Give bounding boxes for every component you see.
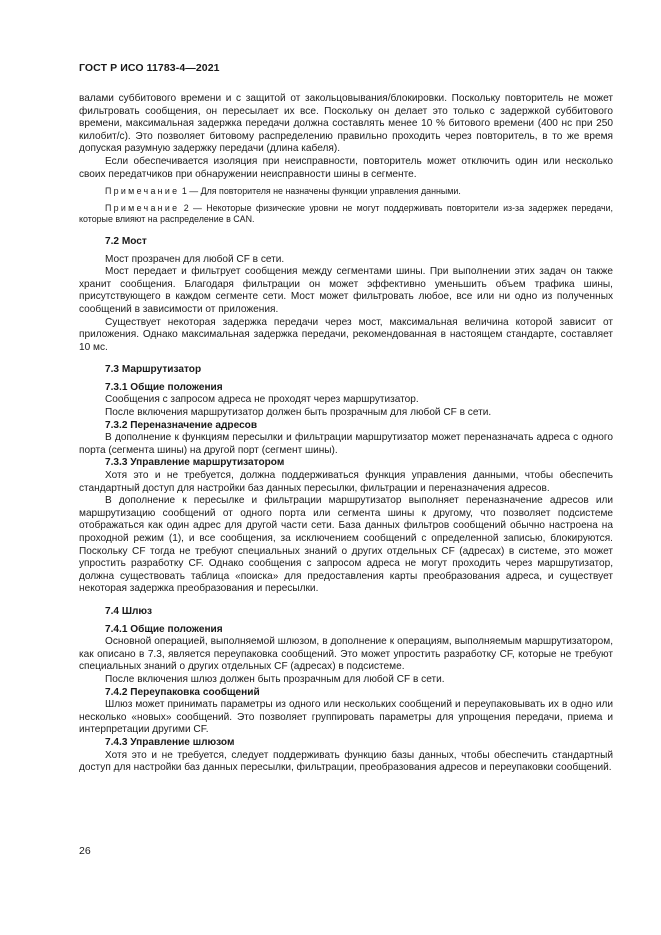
paragraph: Хотя это и не требуется, следует поддерживать функцию базы данных, чтобы обеспечить стандартный доступ для настройки баз данных пересылки, фильтрации, преобразования адресов и переупаковки сообщений. [79,749,613,774]
paragraph: Если обеспечивается изоляция при неисправности, повторитель может отключить один или несколько своих передатчиков при обнаружении неисправности шины в сегменте. [79,155,613,180]
note-label: Примечание [105,202,180,213]
paragraph: Хотя это и не требуется, должна поддерживаться функция управления данными, чтобы обеспечить стандартный доступ для настройки баз данных пересылки, фильтрации и переназначения адресов. [79,470,613,494]
subsection-heading-7-3-2: 7.3.2 Переназначение адресов [105,419,258,431]
subsection-heading-7-3-3: 7.3.3 Управление маршрутизатором [105,457,285,469]
paragraph: Мост прозрачен для любой CF в сети. [105,253,285,265]
paragraph: Сообщения с запросом адреса не проходят через маршрутизатор. [105,394,419,406]
note-label: Примечание [105,186,180,197]
paragraph: валами суббитового времени и с защитой от закольцовывания/блокировки. Поскольку повторитель не может фильтровать сообщения, он пересылает их все. Поскольку он делает это только с задержкой суббитового времени, максимальная задержка передачи должна составлять менее 10 % битового времени (400 нс при 250 килобит/с). Это позволяет битовому распределению правильно проходить через повторитель, в то же время допуская разумную задержку передачи (длина кабеля). [79,93,613,155]
section-heading-7-2: 7.2 Мост [105,235,147,247]
subsection-heading-7-4-3: 7.4.3 Управление шлюзом [105,736,235,748]
subsection-heading-7-3-1: 7.3.1 Общие положения [105,381,223,393]
note-2 [79,203,613,226]
note-1 [79,186,613,198]
document-header: ГОСТ Р ИСО 11783-4—2021 [79,62,220,74]
paragraph: После включения шлюз должен быть прозрачным для любой CF в сети. [105,673,445,685]
paragraph: Мост передает и фильтрует сообщения между сегментами шины. При выполнении этих задач он также хранит сообщения. Благодаря фильтрации он может эффективно уменьшить объем трафика шины, присутствующего в каждом сегменте сети. Мост может фильтровать любое, все или ни одно из полученных сообщений в зависимости от приложения. [79,266,613,315]
paragraph: После включения маршрутизатор должен быть прозрачным для любой CF в сети. [105,407,492,419]
paragraph: В дополнение к пересылке и фильтрации маршрутизатор выполняет переназначение адресов или маршрутизацию сообщений от одного порта или сегмента шины к другому, что позволяет подсистеме отображаться как один адрес для другой части сети. База данных фильтров сообщений обычно настроена на проходной режим (1), и все сообщения, за исключением сообщений с определенной записью, блокируются. Поскольку CF тогда не требуют специальных знаний о других отдельных CF (адресах) в системе, это может упростить разработку CF. Однако сообщения с запросом адреса не могут проходить через маршрутизатор, должна существовать таблица «поиска» для предоставления карты преобразования адреса, и существует некоторая задержка преобразования и пересылки. [79,495,613,595]
paragraph: В дополнение к функциям пересылки и фильтрации маршрутизатор может переназначать адреса с одного порта (сегмента шины) на другой порт (сегмент шины). [79,432,613,456]
paragraph: Шлюз может принимать параметры из одного или нескольких сообщений и переупаковывать их в одно или несколько «новых» сообщений. Это позволяет группировать параметры для упрощения передачи, приема и интерпретации другими CF. [79,699,613,736]
document-body [79,93,613,775]
subsection-heading-7-4-2: 7.4.2 Переупаковка сообщений [105,686,260,698]
paragraph: Существует некоторая задержка передачи через мост, максимальная величина которой зависит от приложения. Однако максимальная задержка передачи, рекомендованная в настоящем стандарте, составляет 10 мс. [79,316,613,353]
note-text: 2 — Некоторые физические уровни не могут поддерживать повторители из-за задержек передачи, которые влияют на распределение в CAN. [79,202,613,225]
note-text: 1 — Для повторителя не назначены функции управления данными. [181,186,461,197]
section-heading-7-4: 7.4 Шлюз [105,605,153,617]
paragraph: Основной операцией, выполняемой шлюзом, в дополнение к операциям, выполняемым маршрутизатором, как описано в 7.3, является переупаковка сообщений. Это может упростить разработку CF, которые не требуют специальных знаний о других отдельных CF (адресах) в подсистеме. [79,636,613,673]
page-number: 26 [79,845,91,857]
section-heading-7-3: 7.3 Маршрутизатор [105,364,202,376]
subsection-heading-7-4-1: 7.4.1 Общие положения [105,623,223,635]
